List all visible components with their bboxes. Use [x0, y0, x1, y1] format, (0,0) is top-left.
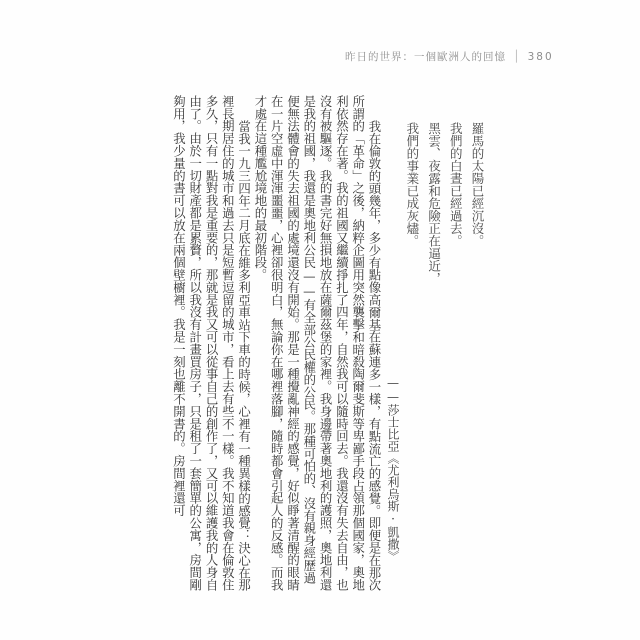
page-number: 380 — [527, 51, 554, 63]
epigraph-line: 黑雲、夜露和危險正在逼近， — [426, 122, 442, 285]
running-head — [345, 49, 554, 64]
paragraph: 當我一九三四年二月底在維多利亞車站下車的時候，心裡有一種異樣的感覺：決心在那裡長期居住的城市和過去只是短暫逗留的城市，看上去有些不一樣。我不知道我會在倫敦住多久，只有一點對我是重要的，那就是我又可以從事自己的創作了，又可以維護我的人身自由了。由於一切財產都是累贅，所以我沒有計畫買房子，只是租了一套簡單的公寓，房間剛夠用，我少量的書可以放在兩個壁櫥裡。我是一刻也離不開書的。房間裡還可 — [171, 95, 252, 591]
epigraph — [401, 122, 488, 352]
paragraph: 我在倫敦的頭幾年，多少有點像高爾基在蘇連多一樣，有點流亡的感覺。即便是在那次所謂的「革命」之後，納粹企圖用突然襲擊和暗殺陶爾斐斯等卑鄙手段占領那個國家，奧地利依然存在著。我的祖國又繼續掙扎了四年，自然我可以隨時回去。我還沒有失去自由，也沒有被驅逐。我的書完好無損地放在薩爾茲堡的家裡。我身邊帶著奧地利的護照，奧地利還是我的祖國，我還是奧地利公民——有全部公民權的公民。那種可怕的、沒有親身經歷過便無法體會的失去祖國的處境還沒有開始。那是一種攪亂神經的感覺，好似睜著清醒的眼睛在一片空虛中渾渾噩噩，心裡卻很明白，無論你在哪裡落腳，隨時都會引起人的反感。而我才處在這種尷尬境地的最初階段。 — [252, 95, 382, 591]
running-head-separator: │ — [513, 50, 521, 63]
epigraph-line: 我們的事業已成灰燼。 — [404, 122, 420, 247]
epigraph-line: 我們的白晝已經過去。 — [448, 122, 464, 247]
epigraph-attribution: ——莎士比亞《尤利烏斯·凱撒》 — [386, 376, 400, 562]
running-head-title: 昨日的世界：一個歐洲人的回憶 — [345, 51, 506, 63]
body-text — [170, 95, 382, 595]
epigraph-line: 羅馬的太陽已經沉沒。 — [470, 122, 485, 247]
